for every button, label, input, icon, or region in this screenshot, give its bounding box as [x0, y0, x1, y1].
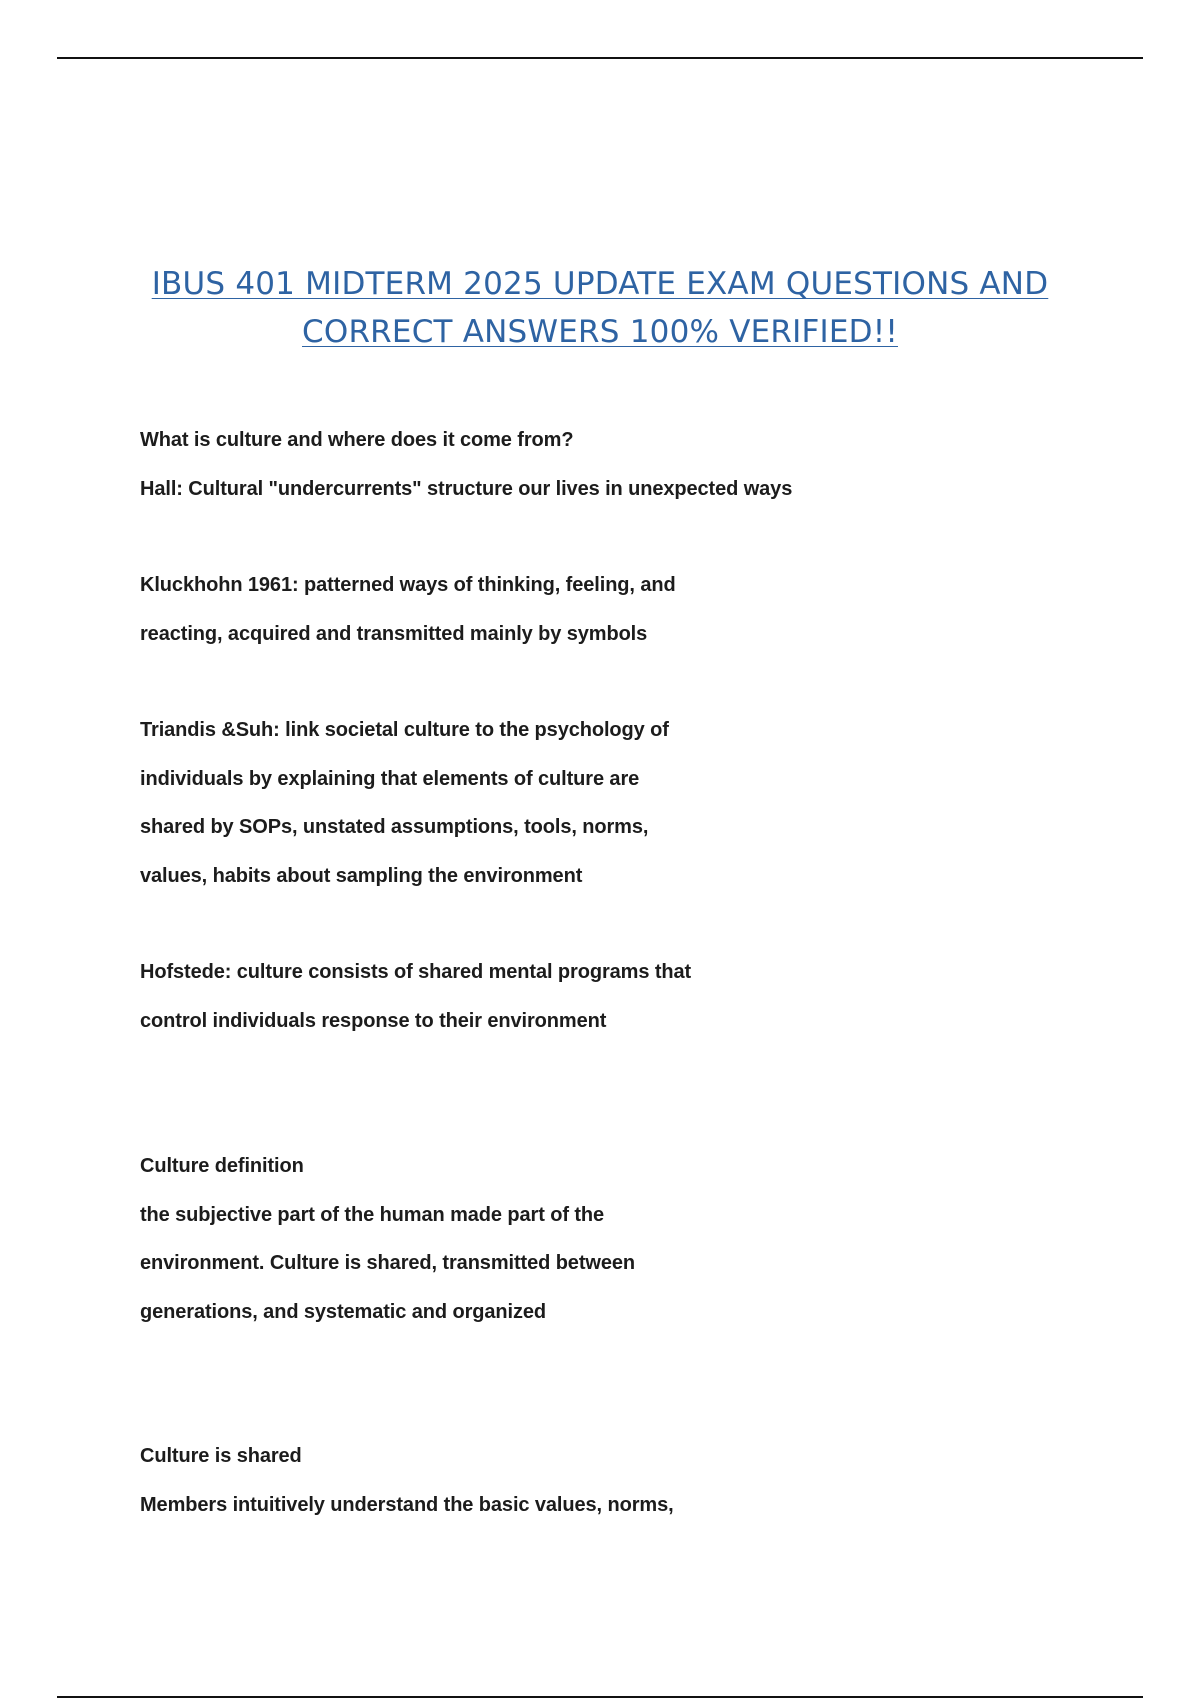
bottom-rule [57, 1696, 1143, 1698]
answer-triandis-line-4: values, habits about sampling the environment [140, 865, 583, 887]
answer-definition-line-2: environment. Culture is shared, transmitted between [140, 1252, 636, 1274]
answer-kluckhohn-line-1: Kluckhohn 1961: patterned ways of thinking, feeling, and [140, 574, 676, 596]
answer-triandis-line-2: individuals by explaining that elements of culture are [140, 768, 640, 790]
question-culture-definition: Culture definition [140, 1155, 304, 1177]
title-line-1: IBUS 401 MIDTERM 2025 UPDATE EXAM QUESTIONS AND [151, 266, 1049, 302]
answer-triandis-line-3: shared by SOPs, unstated assumptions, tools, norms, [140, 816, 649, 838]
question-culture-shared: Culture is shared [140, 1445, 302, 1467]
question-culture-origin: What is culture and where does it come from? [140, 429, 574, 451]
answer-triandis-line-1: Triandis &Suh: link societal culture to the psychology of [140, 719, 669, 741]
answer-definition-line-3: generations, and systematic and organized [140, 1301, 547, 1323]
answer-hall: Hall: Cultural "undercurrents" structure our lives in unexpected ways [140, 478, 793, 500]
answer-shared-line-1: Members intuitively understand the basic values, norms, [140, 1494, 674, 1516]
document-title [100, 260, 1100, 356]
answer-definition-line-1: the subjective part of the human made part of the [140, 1204, 605, 1226]
answer-kluckhohn-line-2: reacting, acquired and transmitted mainly by symbols [140, 623, 648, 645]
answer-hofstede-line-2: control individuals response to their environment [140, 1010, 607, 1032]
answer-hofstede-line-1: Hofstede: culture consists of shared mental programs that [140, 961, 692, 983]
top-rule [57, 57, 1143, 59]
title-line-2: CORRECT ANSWERS 100% VERIFIED!! [302, 314, 898, 350]
